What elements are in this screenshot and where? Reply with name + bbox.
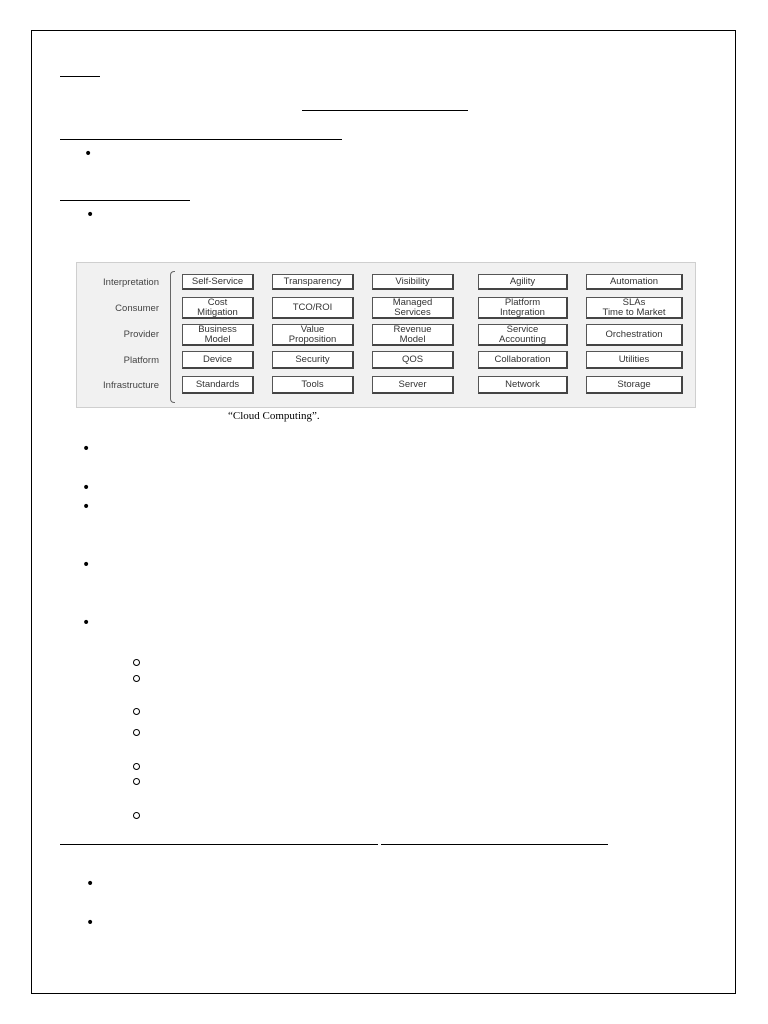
bullet: •: [82, 480, 91, 496]
figure-cell: Cost Mitigation: [182, 297, 254, 319]
title-underline: [302, 110, 468, 111]
bullet: •: [86, 876, 95, 892]
figure-cell: Platform Integration: [478, 297, 568, 319]
bullet: •: [82, 499, 91, 515]
cloud-computing-figure: [76, 262, 696, 408]
bullet: •: [86, 207, 95, 223]
section-1-heading-underline: [60, 139, 342, 140]
figure-cell: Value Proposition: [272, 324, 354, 346]
figure-cell: Standards: [182, 376, 254, 394]
figure-cell: Device: [182, 351, 254, 369]
figure-cell: Transparency: [272, 274, 354, 290]
figure-caption: “Cloud Computing”.: [228, 410, 320, 422]
page-frame: [31, 30, 736, 994]
figure-cell: Service Accounting: [478, 324, 568, 346]
figure-cell: Automation: [586, 274, 683, 290]
sub-bullet: [133, 812, 140, 819]
row-label: Provider: [123, 329, 159, 340]
row-label: Consumer: [115, 303, 159, 314]
section-3-heading-underline: [381, 844, 608, 845]
figure-cell: Revenue Model: [372, 324, 454, 346]
row-label: Infrastructure: [103, 380, 159, 391]
row-label: Platform: [123, 355, 159, 366]
figure-cell: TCO/ROI: [272, 297, 354, 319]
figure-cell: Tools: [272, 376, 354, 394]
sub-bullet: [133, 729, 140, 736]
header-underline-short: [60, 76, 100, 77]
figure-cell: Self-Service: [182, 274, 254, 290]
section-3-heading-underline: [60, 844, 378, 845]
figure-cell: Utilities: [586, 351, 683, 369]
row-label: Interpretation: [103, 277, 159, 288]
figure-cell: Security: [272, 351, 354, 369]
figure-cell: Business Model: [182, 324, 254, 346]
figure-cell: Collaboration: [478, 351, 568, 369]
bullet: •: [82, 557, 91, 573]
figure-cell: Managed Services: [372, 297, 454, 319]
figure-bracket: [170, 271, 175, 403]
figure-cell: QOS: [372, 351, 454, 369]
sub-bullet: [133, 763, 140, 770]
figure-cell: Storage: [586, 376, 683, 394]
figure-cell: SLAs Time to Market: [586, 297, 683, 319]
sub-bullet: [133, 708, 140, 715]
figure-cell: Network: [478, 376, 568, 394]
figure-cell: Agility: [478, 274, 568, 290]
bullet: •: [86, 915, 95, 931]
figure-cell: Visibility: [372, 274, 454, 290]
bullet: •: [82, 615, 91, 631]
sub-bullet: [133, 675, 140, 682]
sub-bullet: [133, 778, 140, 785]
figure-cell: Server: [372, 376, 454, 394]
figure-cell: Orchestration: [586, 324, 683, 346]
section-2-heading-underline: [60, 200, 190, 201]
bullet: •: [84, 146, 93, 162]
bullet: •: [82, 441, 91, 457]
sub-bullet: [133, 659, 140, 666]
